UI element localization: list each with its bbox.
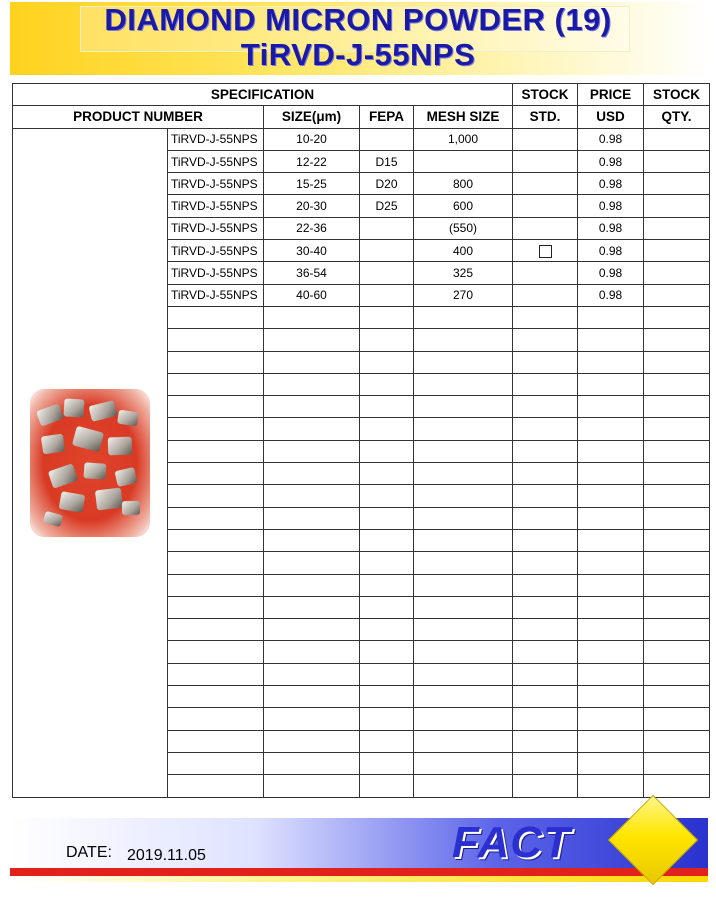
mesh-cell <box>414 529 513 551</box>
size-cell <box>264 596 360 618</box>
stock-std-cell <box>513 463 578 485</box>
size-cell: 22-36 <box>264 217 360 239</box>
stock-qty-header-bottom: QTY. <box>644 106 710 128</box>
stock-qty-cell <box>644 306 710 328</box>
stock-std-cell <box>513 596 578 618</box>
stock-std-cell <box>513 507 578 529</box>
mesh-cell: 1,000 <box>414 128 513 150</box>
stock-std-cell <box>513 686 578 708</box>
product-number-cell <box>168 752 264 774</box>
diamond-crystal <box>114 467 137 487</box>
stock-qty-cell <box>644 619 710 641</box>
stock-std-cell <box>513 150 578 172</box>
mesh-cell <box>414 329 513 351</box>
mesh-cell <box>414 306 513 328</box>
stock-qty-cell <box>644 663 710 685</box>
mesh-cell <box>414 619 513 641</box>
mesh-cell <box>414 663 513 685</box>
stock-std-cell <box>513 306 578 328</box>
spec-table <box>12 83 710 798</box>
size-cell <box>264 663 360 685</box>
product-number-cell: TiRVD-J-55NPS <box>168 150 264 172</box>
stock-qty-cell <box>644 463 710 485</box>
price-cell <box>578 463 644 485</box>
price-cell: 0.98 <box>578 217 644 239</box>
fepa-cell <box>360 128 414 150</box>
fepa-cell <box>360 284 414 306</box>
fepa-cell <box>360 351 414 373</box>
diamond-crystal <box>36 403 64 426</box>
stock-qty-cell <box>644 596 710 618</box>
product-number-cell: TiRVD-J-55NPS <box>168 284 264 306</box>
fepa-cell <box>360 217 414 239</box>
product-number-cell <box>168 619 264 641</box>
product-number-cell: TiRVD-J-55NPS <box>168 195 264 217</box>
mesh-cell: 800 <box>414 173 513 195</box>
product-number-cell <box>168 306 264 328</box>
size-cell <box>264 485 360 507</box>
fepa-cell <box>360 663 414 685</box>
diamond-crystal <box>108 436 133 455</box>
fepa-cell <box>360 507 414 529</box>
stock-qty-cell <box>644 686 710 708</box>
mesh-cell <box>414 574 513 596</box>
product-number-cell <box>168 552 264 574</box>
product-number-cell <box>168 463 264 485</box>
stock-std-checkbox[interactable] <box>539 245 552 258</box>
size-cell <box>264 619 360 641</box>
footer-yellow-stripe <box>10 876 708 882</box>
stock-qty-cell <box>644 552 710 574</box>
product-number-cell <box>168 351 264 373</box>
fepa-cell <box>360 752 414 774</box>
product-number-cell: TiRVD-J-55NPS <box>168 217 264 239</box>
size-cell: 20-30 <box>264 195 360 217</box>
price-cell: 0.98 <box>578 173 644 195</box>
size-cell: 10-20 <box>264 128 360 150</box>
price-cell <box>578 596 644 618</box>
size-cell <box>264 775 360 797</box>
mesh-cell <box>414 418 513 440</box>
fepa-cell <box>360 730 414 752</box>
fact-logo: FACT <box>452 818 571 867</box>
fepa-header: FEPA <box>360 106 414 128</box>
mesh-cell <box>414 552 513 574</box>
stock-qty-cell <box>644 240 710 262</box>
fepa-cell: D25 <box>360 195 414 217</box>
stock-std-cell <box>513 708 578 730</box>
stock-qty-cell <box>644 440 710 462</box>
fepa-cell: D15 <box>360 150 414 172</box>
stock-qty-cell <box>644 351 710 373</box>
product-number-cell <box>168 574 264 596</box>
price-cell <box>578 351 644 373</box>
mesh-cell: 400 <box>414 240 513 262</box>
mesh-cell: 600 <box>414 195 513 217</box>
product-number-cell <box>168 507 264 529</box>
product-number-cell <box>168 418 264 440</box>
price-cell: 0.98 <box>578 128 644 150</box>
size-cell: 15-25 <box>264 173 360 195</box>
stock-qty-cell <box>644 284 710 306</box>
mesh-cell: (550) <box>414 217 513 239</box>
stock-std-cell <box>513 173 578 195</box>
price-cell <box>578 329 644 351</box>
product-number-cell <box>168 440 264 462</box>
stock-std-cell <box>513 730 578 752</box>
stock-std-header-bottom: STD. <box>513 106 578 128</box>
size-cell: 30-40 <box>264 240 360 262</box>
product-number-cell: TiRVD-J-55NPS <box>168 240 264 262</box>
mesh-cell <box>414 440 513 462</box>
stock-std-cell <box>513 641 578 663</box>
fepa-cell <box>360 463 414 485</box>
size-cell <box>264 708 360 730</box>
stock-std-cell <box>513 485 578 507</box>
size-cell: 36-54 <box>264 262 360 284</box>
diamond-crystal <box>43 510 64 526</box>
mesh-cell <box>414 485 513 507</box>
size-cell <box>264 463 360 485</box>
product-number-cell: TiRVD-J-55NPS <box>168 173 264 195</box>
price-cell <box>578 775 644 797</box>
mesh-cell <box>414 507 513 529</box>
spec-header: SPECIFICATION <box>13 84 513 106</box>
stock-std-cell <box>513 329 578 351</box>
price-cell <box>578 373 644 395</box>
price-cell <box>578 552 644 574</box>
fepa-cell <box>360 306 414 328</box>
stock-std-cell <box>513 529 578 551</box>
stock-std-cell <box>513 552 578 574</box>
price-cell: 0.98 <box>578 195 644 217</box>
diamond-crystal <box>41 433 65 454</box>
stock-qty-cell <box>644 217 710 239</box>
fepa-cell <box>360 619 414 641</box>
diamond-crystal <box>117 409 139 426</box>
product-number-cell <box>168 641 264 663</box>
mesh-cell <box>414 708 513 730</box>
stock-qty-cell <box>644 150 710 172</box>
fepa-cell <box>360 418 414 440</box>
size-header: SIZE(μm) <box>264 106 360 128</box>
size-cell <box>264 329 360 351</box>
size-cell <box>264 306 360 328</box>
price-cell: 0.98 <box>578 240 644 262</box>
mesh-cell <box>414 686 513 708</box>
mesh-cell <box>414 463 513 485</box>
fepa-cell <box>360 529 414 551</box>
stock-qty-cell <box>644 329 710 351</box>
fepa-cell <box>360 708 414 730</box>
size-cell <box>264 373 360 395</box>
diamond-crystal <box>83 462 106 479</box>
diamond-crystal <box>88 400 117 422</box>
product-number-cell: TiRVD-J-55NPS <box>168 128 264 150</box>
price-cell <box>578 440 644 462</box>
stock-std-cell <box>513 373 578 395</box>
product-code-title: TiRVD-J-55NPS <box>240 37 476 72</box>
product-number-cell <box>168 329 264 351</box>
stock-std-cell <box>513 775 578 797</box>
footer-red-stripe <box>10 868 708 876</box>
product-number-cell <box>168 663 264 685</box>
stock-qty-cell <box>644 195 710 217</box>
stock-qty-cell <box>644 775 710 797</box>
fepa-cell <box>360 775 414 797</box>
price-cell <box>578 708 644 730</box>
diamond-powder-photo <box>30 389 150 537</box>
size-cell <box>264 396 360 418</box>
mesh-cell <box>414 596 513 618</box>
stock-std-cell <box>513 128 578 150</box>
product-number-cell <box>168 708 264 730</box>
price-header-bottom: USD <box>578 106 644 128</box>
product-photo-cell <box>13 128 168 797</box>
stock-qty-cell <box>644 262 710 284</box>
stock-qty-cell <box>644 373 710 395</box>
stock-qty-cell <box>644 173 710 195</box>
fepa-cell <box>360 440 414 462</box>
product-number-cell <box>168 529 264 551</box>
price-cell <box>578 752 644 774</box>
price-cell <box>578 730 644 752</box>
fepa-cell <box>360 686 414 708</box>
price-cell <box>578 641 644 663</box>
footer-band <box>10 818 708 868</box>
price-cell <box>578 306 644 328</box>
mesh-cell <box>414 730 513 752</box>
diamond-crystal <box>64 398 85 417</box>
spec-table-wrapper <box>12 83 709 795</box>
stock-std-cell <box>513 663 578 685</box>
size-cell <box>264 418 360 440</box>
fepa-cell <box>360 329 414 351</box>
mesh-cell <box>414 396 513 418</box>
mesh-cell: 270 <box>414 284 513 306</box>
price-cell <box>578 396 644 418</box>
product-number-cell <box>168 396 264 418</box>
product-number-cell <box>168 596 264 618</box>
stock-qty-cell <box>644 529 710 551</box>
stock-std-cell <box>513 619 578 641</box>
date-value: 2019.11.05 <box>127 847 206 864</box>
price-cell <box>578 619 644 641</box>
stock-std-cell <box>513 418 578 440</box>
price-cell <box>578 686 644 708</box>
price-cell <box>578 574 644 596</box>
product-number-cell <box>168 775 264 797</box>
fepa-cell <box>360 552 414 574</box>
size-cell <box>264 686 360 708</box>
stock-qty-cell <box>644 507 710 529</box>
product-number-cell <box>168 686 264 708</box>
size-cell <box>264 752 360 774</box>
stock-std-cell <box>513 262 578 284</box>
stock-std-cell <box>513 396 578 418</box>
size-cell <box>264 552 360 574</box>
stock-qty-cell <box>644 396 710 418</box>
stock-qty-cell <box>644 418 710 440</box>
diamond-crystal <box>72 425 104 452</box>
size-cell <box>264 351 360 373</box>
mesh-header: MESH SIZE <box>414 106 513 128</box>
mesh-cell <box>414 775 513 797</box>
fepa-cell <box>360 596 414 618</box>
size-cell <box>264 730 360 752</box>
stock-std-header-top: STOCK <box>513 84 578 106</box>
stock-std-cell <box>513 240 578 262</box>
stock-std-cell <box>513 195 578 217</box>
spec-table-body <box>13 128 710 797</box>
diamond-crystal <box>122 500 140 514</box>
date-label: DATE: <box>66 844 112 861</box>
product-number-header: PRODUCT NUMBER <box>13 106 264 128</box>
product-number-cell <box>168 730 264 752</box>
stock-qty-cell <box>644 485 710 507</box>
size-cell <box>264 529 360 551</box>
stock-std-cell <box>513 574 578 596</box>
fepa-cell: D20 <box>360 173 414 195</box>
size-cell <box>264 641 360 663</box>
fepa-cell <box>360 574 414 596</box>
stock-std-cell <box>513 284 578 306</box>
price-cell: 0.98 <box>578 150 644 172</box>
stock-qty-header-top: STOCK <box>644 84 710 106</box>
product-number-cell <box>168 485 264 507</box>
mesh-cell <box>414 373 513 395</box>
fepa-cell <box>360 396 414 418</box>
stock-qty-cell <box>644 128 710 150</box>
mesh-cell <box>414 351 513 373</box>
price-cell <box>578 418 644 440</box>
price-cell <box>578 507 644 529</box>
stock-qty-cell <box>644 730 710 752</box>
stock-qty-cell <box>644 574 710 596</box>
mesh-cell <box>414 641 513 663</box>
size-cell <box>264 507 360 529</box>
product-number-cell: TiRVD-J-55NPS <box>168 262 264 284</box>
fepa-cell <box>360 262 414 284</box>
price-cell <box>578 529 644 551</box>
diamond-crystal <box>95 487 123 510</box>
stock-qty-cell <box>644 708 710 730</box>
stock-qty-cell <box>644 752 710 774</box>
mesh-cell <box>414 150 513 172</box>
fepa-cell <box>360 240 414 262</box>
mesh-cell <box>414 752 513 774</box>
stock-std-cell <box>513 752 578 774</box>
fepa-cell <box>360 641 414 663</box>
fepa-cell <box>360 373 414 395</box>
stock-std-cell <box>513 217 578 239</box>
table-row <box>13 128 710 150</box>
mesh-cell: 325 <box>414 262 513 284</box>
price-cell <box>578 485 644 507</box>
price-cell: 0.98 <box>578 284 644 306</box>
size-cell <box>264 574 360 596</box>
stock-std-cell <box>513 351 578 373</box>
size-cell <box>264 440 360 462</box>
fepa-cell <box>360 485 414 507</box>
size-cell: 40-60 <box>264 284 360 306</box>
product-number-cell <box>168 373 264 395</box>
stock-qty-cell <box>644 641 710 663</box>
price-cell: 0.98 <box>578 262 644 284</box>
stock-std-cell <box>513 440 578 462</box>
page-title: DIAMOND MICRON POWDER (19) <box>104 2 612 37</box>
price-cell <box>578 663 644 685</box>
diamond-crystal <box>59 491 86 513</box>
size-cell: 12-22 <box>264 150 360 172</box>
diamond-crystal <box>48 463 78 488</box>
price-header-top: PRICE <box>578 84 644 106</box>
